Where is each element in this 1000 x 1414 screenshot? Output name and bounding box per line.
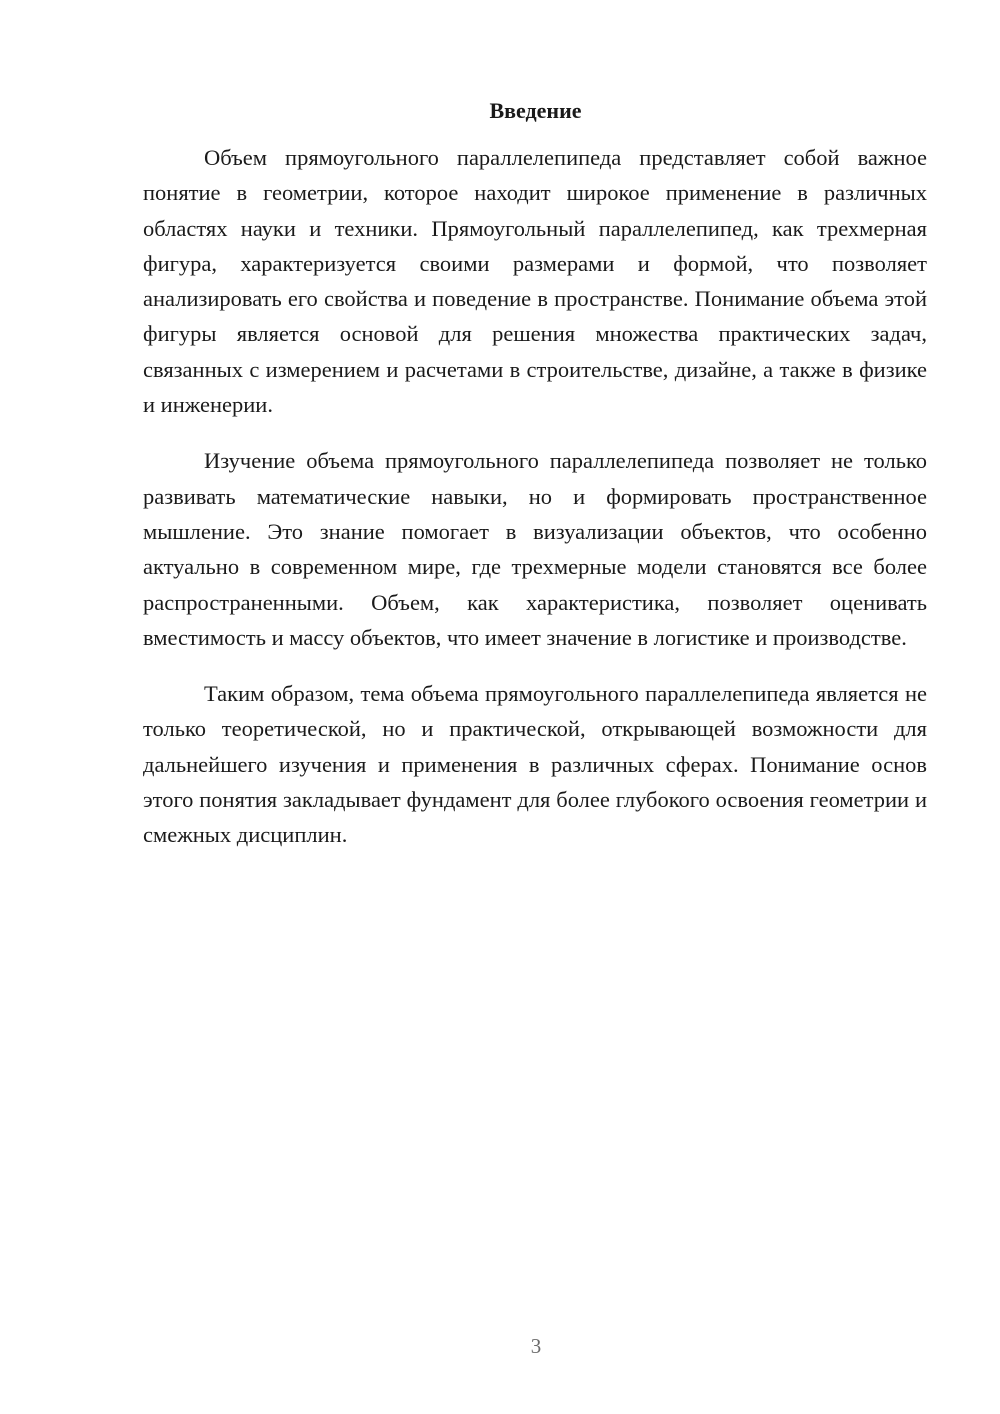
- document-body: [143, 96, 927, 874]
- paragraph-1: Объем прямоугольного параллелепипеда представляет собой важное понятие в геометрии, которое находит широкое применение в различных областях науки и техники. Прямоугольный параллелепипед, как трехмерная фигура, характеризуется своими размерами и формой, что позволяет анализировать его свойства и поведение в пространстве. Понимание объема этой фигуры является основой для решения множества практических задач, связанных с измерением и расчетами в строительстве, дизайне, а также в физике и инженерии.: [143, 145, 927, 418]
- paragraph-3: Таким образом, тема объема прямоугольного параллелепипеда является не только теоретической, но и практической, открывающей возможности для дальнейшего изучения и применения в различных сферах. Понимание основ этого понятия закладывает фундамент для более глубокого освоения геометрии и смежных дисциплин.: [143, 681, 927, 848]
- page-number: 3: [530, 1334, 542, 1358]
- section-heading: Введение: [489, 98, 582, 123]
- paragraph-2: Изучение объема прямоугольного параллелепипеда позволяет не только развивать математические навыки, но и формировать пространственное мышление. Это знание помогает в визуализации объектов, что особенно актуально в современном мире, где трехмерные модели становятся все более распространенными. Объем, как характеристика, позволяет оценивать вместимость и массу объектов, что имеет значение в логистике и производстве.: [143, 448, 927, 650]
